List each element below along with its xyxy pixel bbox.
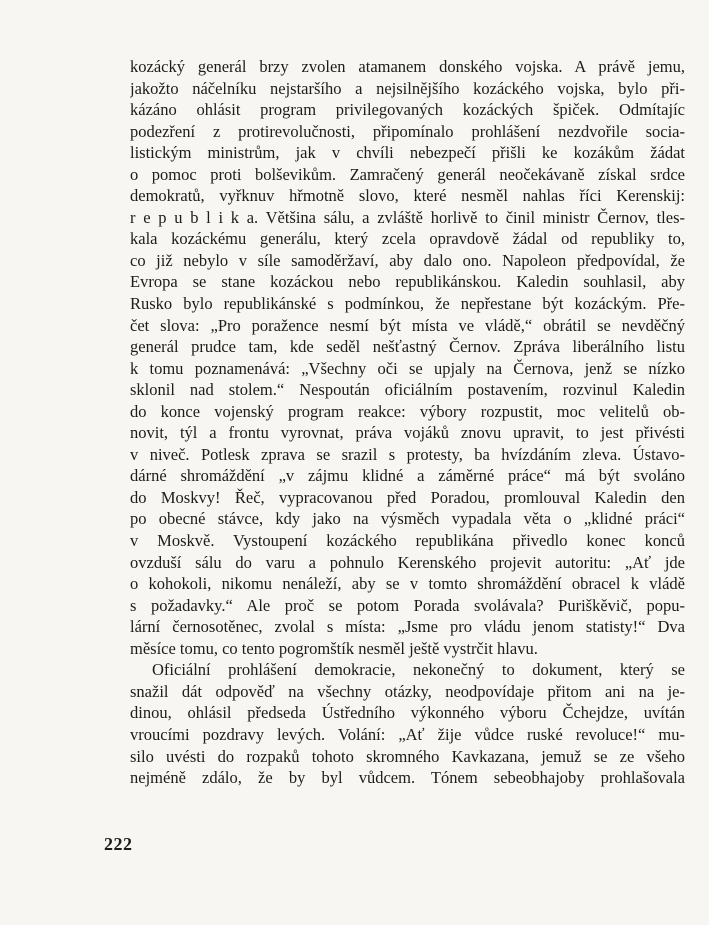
text-line: Evropa se stane kozáckou nebo republikánskou. Kaledin souhlasil, aby [130,272,685,292]
text-line: do Moskvy! Řeč, vypracovanou před Poradou, promlouval Kaledin den [130,487,685,507]
text-line: Rusko bylo republikánské s podmínkou, že nepřestane být kozáckým. Pře- [130,294,685,314]
text-line: kázáno ohlásit program privilegovaných kozáckých špiček. Odmítajíc [130,100,685,120]
text-line: co již nebylo v síle samoděržaví, aby dalo ono. Napoleon předpovídal, že [130,250,685,270]
text-line: s požadavky.“ Ale proč se potom Porada svolávala? Puriškěvič, popu- [130,595,685,615]
text-line: jakožto náčelníku nejstaršího a nejsilnějšího kozáckého vojska, bylo při- [130,78,685,98]
text-line: v niveč. Potlesk zprava se srazil s protesty, ba hvízdáním zleva. Ústavo- [130,444,685,464]
text-line: v Moskvě. Vystoupení kozáckého republikána přivedlo konec konců [130,531,685,551]
page-number: 222 [104,834,133,854]
text-line: čet slova: „Pro poražence nesmí být místa ve vládě,“ obrátil se nevděčný [130,315,685,335]
paragraph-2 [130,659,685,788]
text-line: o pomoc proti bolševikům. Zamračený generál neočekávaně získal srdce [130,164,685,184]
text-line: nejméně zdálo, že by byl vůdcem. Tónem sebeobhajoby prohlašovala [130,768,685,788]
text-line: r e p u b l i k a. Většina sálu, a zvláště horlivě to činil ministr Černov, tles- [130,207,685,227]
text-line: měsíce tomu, co tento pogromštík nesměl ještě vystrčit hlavu. [130,638,538,658]
text-line: do konce vojenský program reakce: výbory rozpustit, moc velitelů ob- [130,401,685,421]
text-line: sklonil nad stolem.“ Nespoután oficiálním postavením, rozvinul Kaledin [130,380,685,400]
text-line: novit, týl a frontu vyrovnat, práva vojáků znovu upravit, to jest přivésti [130,423,685,443]
text-line: lární černosotěnec, zvolal s místa: „Jsme pro vládu jenom statisty!“ Dva [130,617,685,637]
text-line: k tomu poznamenává: „Všechny oči se upjaly na Černova, jenž se nízko [130,358,685,378]
text-line: snažil dát odpověď na všechny otázky, neodpovídaje přitom ani na je- [130,681,685,701]
text-line: demokratů, vyřknuv hřmotně slovo, které nesměl nahlas říci Kerenskij: [130,186,685,206]
text-line: listickým ministrům, jak v chvíli nebezpečí přišli ke kozákům žádat [130,143,685,163]
text-line: kozácký generál brzy zvolen atamanem donského vojska. A právě jemu, [130,57,685,76]
text-line: silo uvésti do rozpaků tohoto skromného Kavkazana, jemuž se ze všeho [130,746,685,766]
text-line: dárné shromáždění „v zájmu klidné a záměrné práce“ má být svoláno [130,466,685,486]
text-line: podezření z protirevolučnosti, připomínalo prohlášení nezdvořile socia- [130,121,685,141]
text-line: po obecné stávce, kdy jako na výsměch vypadala věta o „klidné práci“ [130,509,685,529]
paragraph-1 [130,56,685,659]
page-text [130,56,685,789]
text-line: ovzduší sálu do varu a pohnulo Kerenského projevit autoritu: „Ať jde [130,552,685,572]
text-line: dinou, ohlásil předseda Ústředního výkonného výboru Čchejdze, uvítán [130,703,685,723]
text-line: o kohokoli, nikomu nenáleží, aby se v tomto shromáždění obracel k vládě [130,574,685,594]
text-line: kala kozáckému generálu, který zcela opravdově žádal od republiky to, [130,229,685,249]
text-line: Oficiální prohlášení demokracie, nekonečný to dokument, který se [152,660,685,680]
text-line: vroucími pozdravy levých. Volání: „Ať žije vůdce ruské revoluce!“ mu- [130,724,685,744]
text-line: generál prudce tam, kde seděl nešťastný Černov. Zpráva liberálního listu [130,337,685,357]
